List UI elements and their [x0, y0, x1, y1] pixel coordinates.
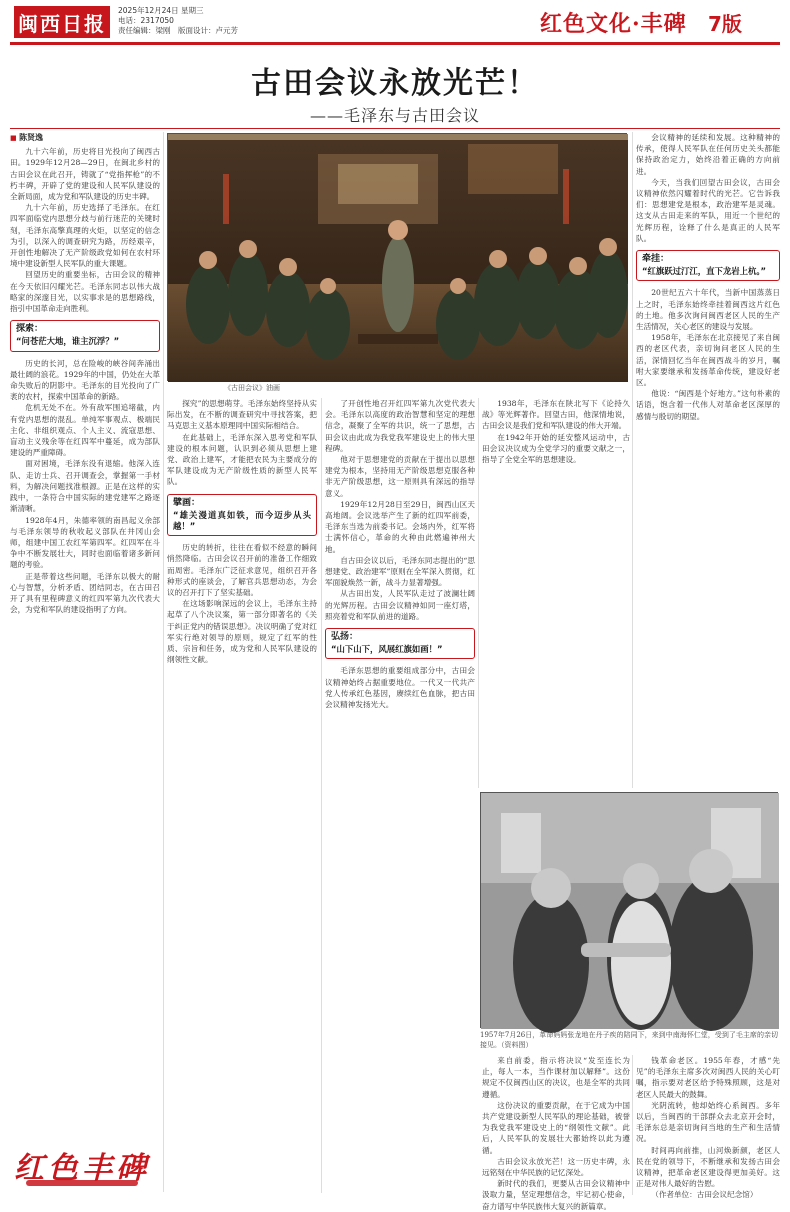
- paragraph: 时间再向前推，山河焕新颜，老区人民在党的领导下，不断继承和发扬古田会议精神，把革命老区建设得更加美好。这正是对伟人最好的告慰。: [636, 1145, 780, 1189]
- paragraph: 九十六年前，历史选择了毛泽东。在红四军面临党内思想分歧与前行迷茫的关键时刻，毛泽东高擎真理的火炬，以坚定的信念为引，以深入的调查研究为路，历经艰辛，开创性地解决了无产阶级政党如何在农村环境中建设新型人民军队的重大课题。: [10, 203, 160, 269]
- paragraph: 面对困境，毛泽东没有退缩。他深入连队、走访士兵、召开调查会，掌握第一手材料，为解决问题找准根源。正是在这样的实践中，一条符合中国实际的建党建军之路逐渐清晰。: [10, 459, 160, 514]
- section-header-plan: [167, 494, 317, 537]
- paragraph: 九十六年前，历史将目光投向了闽西古田。1929年12月28—29日，在闽北乡村的古田会议在此召开，铸就了“党指挥枪”的不朽丰碑，开辟了党的建设和人民军队建设的全新局面，成为党和军队建设的历史丰碑。: [10, 147, 160, 202]
- paragraph: 历史的长河，总在险峻的峡谷间奔涌出最壮阔的浪花。1929年的中国，仍处在大革命失败后的阴影中。毛泽东的目光投向了广袤的农村，探索中国革命的新路。: [10, 358, 160, 402]
- section-quote: “红旗跃过汀江，直下龙岩上杭。”: [642, 266, 767, 277]
- paragraph: 危机无处不在。外有敌军围追堵截，内有党内思想的混乱。单纯军事观点、极端民主化、非组织观点、个人主义、流寇思想、盲动主义残余等在红四军中蔓延，成为部队建设的严重障碍。: [10, 403, 160, 458]
- paragraph: 会议精神的延续和发展。这种精神的传承，使得人民军队在任何历史关头都能保持政治定力，始终沿着正确的方向前进。: [636, 133, 780, 176]
- photo-caption: 1957年7月26日，革命妈妈张龙地在丹子疾的陪同下，来到中南海怀仁堂，受到了毛主席的亲切接见。（资料图）: [480, 1031, 778, 1049]
- column-divider: [321, 398, 322, 1193]
- section-stamp: [12, 1136, 152, 1194]
- page-title: 古田会议永放光芒！: [251, 66, 539, 101]
- article-column-1: [10, 132, 160, 1132]
- paragraph: 钱革命老区。1955年春，才感“先见”的毛泽东主席多次对闽西人民的关心叮嘱，指示要对老区给予特殊照顾，这是对老区人民最大的鼓舞。: [636, 1056, 780, 1099]
- photo-svg: [481, 793, 779, 1029]
- paragraph: 自古田会议以后，毛泽东同志提出的“思想建党、政治建军”原则在全军深入贯彻，红军面貌焕然一新，战斗力显著增强。: [325, 555, 475, 588]
- paragraph: 探究”的思想萌芽。毛泽东始终坚持从实际出发，在不断的调查研究中寻找答案，把马克思主义基本原理同中国实际相结合。: [167, 399, 317, 431]
- paragraph: 正是带着这些问题，毛泽东以极大的耐心与智慧，分析矛盾、团结同志，在古田召开了具有里程碑意义的红四军第九次代表大会，为党和军队的建设指明了方向。: [10, 571, 160, 615]
- paragraph: 在此基础上，毛泽东深入思考党和军队建设的根本问题，认识到必须从思想上建党、政治上建军，才能把农民为主要成分的军队建设成为无产阶级性质的新型人民军队。: [167, 432, 317, 487]
- painting-image: [167, 133, 627, 381]
- paragraph: 回望历史的重要坐标，古田会议的精神在今天依旧闪耀光芒。毛泽东同志以伟大战略家的深邃目光，以实事求是的思想路线，指引中国革命走向胜利。: [10, 270, 160, 314]
- paragraph: 古田会议永放光芒！这一历史丰碑，永远铭刻在中华民族的记忆深处。: [482, 1156, 630, 1178]
- paragraph: 1938年，毛泽东在陕北写下《论持久战》等光辉著作。回望古田，他深情地说，古田会议是我们党和军队建设的伟大开端。: [482, 399, 630, 431]
- author-affiliation: （作者单位：古田会议纪念馆）: [651, 1190, 758, 1200]
- paragraph: 从古田出发，人民军队走过了波澜壮阔的光辉历程。古田会议精神如同一座灯塔，照亮着党和军队前进的道路。: [325, 589, 475, 621]
- paragraph: 光阴流转，他却始终心系闽西。多年以后，当闽西的干部群众去北京开会时，毛泽东总是亲切询问当地的生产和生活情况。: [636, 1100, 780, 1144]
- paragraph: 1958年，毛泽东在北京接见了来自闽西的老区代表，亲切询问老区人民的生活，深情回忆当年在闽西战斗的岁月，嘱咐大家要继承和发扬革命传统，建设好老区。: [636, 333, 780, 388]
- article-column-4: [482, 398, 630, 788]
- painting-svg: [168, 134, 628, 382]
- section-brand: 红色文化·丰碑: [540, 10, 687, 37]
- painting-caption: 《古田会议》油画: [224, 384, 280, 392]
- article-column-6: [482, 1055, 630, 1211]
- paragraph: 今天，当我们回望古田会议，古田会议精神依然闪耀着时代的光芒。它告诉我们：思想建党是根本，政治建军是灵魂。这支从古田走来的军队，用近一个世纪的光辉历程，诠释了什么是真正的人民军队。: [636, 177, 780, 243]
- paragraph: 这份决议的重要贡献，在于它成为中国共产党建设新型人民军队的理论基础，被誉为我党我军建设史上的“纲领性文献”。此后，人民军队的发展壮大都始终以此为遵循。: [482, 1100, 630, 1155]
- section-quote: “问苍茫大地，谁主沉浮？”: [16, 336, 120, 347]
- masthead-phone: 电话：2317050: [118, 16, 174, 25]
- newspaper-logo: 闽西日报: [14, 6, 110, 38]
- paragraph: 1929年12月28日至29日，闽西山区天高地阔。会议选举产生了新的红四军前委，毛泽东当选为前委书记。会场内外，红军将士满怀信心，革命的火种由此燃遍神州大地。: [325, 499, 475, 554]
- column-divider: [632, 1055, 633, 1195]
- section-label: 弘扬：: [331, 632, 359, 643]
- article-column-2: [167, 398, 317, 1193]
- paragraph: 他对于思想建党的贡献在于提出以思想建党为根本，坚持用无产阶级思想克服各种非无产阶级思想，这一原则具有深远的指导意义。: [325, 455, 475, 498]
- stamp-text: 红色丰碑: [14, 1151, 150, 1186]
- section-label: 牵挂：: [642, 254, 670, 265]
- article-column-3: [325, 398, 475, 1193]
- section-header-care: [636, 250, 780, 281]
- paragraph: 他说：“闽西是个好地方。”这句朴素的话语，饱含着一代伟人对革命老区深厚的感情与殷切的期望。: [636, 389, 780, 421]
- section-label: 探索：: [16, 324, 44, 335]
- paragraph: 在这场影响深远的会议上，毛泽东主持起草了八个决议案，第一部分即著名的《关于纠正党内的错误思想》。决议明确了党对红军实行绝对领导的原则，规定了红军的性质、宗旨和任务，成为党和人民军队建设的纲领性文献。: [167, 599, 317, 665]
- masthead-editors: 责任编辑：梁刚 版面设计：卢元芳: [118, 26, 238, 35]
- page-number: 7版: [708, 11, 742, 36]
- masthead: [0, 0, 790, 46]
- paragraph: 在1942年开始的延安整风运动中，古田会议决议成为全党学习的重要文献之一，指导了全党全军的思想建设。: [482, 432, 630, 465]
- paragraph: 来自前委，指示将决议“发至连长为止，每人一本，当作课材加以解释”。这份规定不仅闽西山区的决议，也是全军的共同遵循。: [482, 1056, 630, 1099]
- paragraph: 了开创性地召开红四军第九次党代表大会。毛泽东以高度的政治智慧和坚定的理想信念，凝聚了全军的共识，统一了思想，古田会议由此成为我党我军建设史上的伟大里程碑。: [325, 399, 475, 453]
- article-column-5: [636, 132, 780, 788]
- column-divider: [478, 398, 479, 788]
- section-quote: “雄关漫道真如铁，而今迈步从头越！”: [173, 509, 311, 532]
- masthead-meta: [118, 6, 238, 36]
- masthead-date: 2025年12月24日 星期三: [118, 6, 204, 15]
- page-subtitle: ——毛泽东与古田会议: [309, 106, 480, 125]
- byline: ■ 陈贤逸: [10, 132, 160, 144]
- paragraph: 新时代的我们，更要从古田会议精神中汲取力量，坚定理想信念，牢记初心使命，奋力谱写中华民族伟大复兴的新篇章。: [482, 1179, 630, 1211]
- section-quote: “山下山下，风展红旗如画！”: [331, 644, 443, 655]
- column-divider: [632, 132, 633, 788]
- article-column-7: [636, 1055, 780, 1200]
- section-header-explore: [10, 320, 160, 351]
- header-divider: [10, 128, 780, 129]
- historical-photo: [480, 792, 778, 1028]
- paragraph: 毛泽东思想的重要组成部分中，古田会议精神始终占据重要地位。一代又一代共产党人传承红色基因，赓续红色血脉，把古田会议精神发扬光大。: [325, 666, 475, 710]
- section-label: 擘画：: [173, 497, 201, 508]
- paragraph: 历史的转折，往往在看似不经意的瞬间悄然降临。古田会议召开前的准备工作细致而周密。毛泽东广泛征求意见，组织召开各种形式的座谈会，了解官兵思想动态，为会议的召开打下了坚实基础。: [167, 543, 317, 598]
- column-divider: [163, 132, 164, 1192]
- masthead-rule: [10, 42, 780, 45]
- paragraph: 20世纪五六十年代，当新中国蒸蒸日上之时，毛泽东始终牵挂着闽西这片红色的土地。他多次询问闽西老区人民的生产生活情况，关心老区的建设与发展。: [636, 288, 780, 332]
- section-header-carry: [325, 628, 475, 659]
- paragraph: 1928年4月，朱德率领的南昌起义余部与毛泽东领导的秋收起义部队在井冈山会师，组建中国工农红军第四军。红四军在斗争中不断发展壮大，同时也面临着诸多新问题的考验。: [10, 515, 160, 570]
